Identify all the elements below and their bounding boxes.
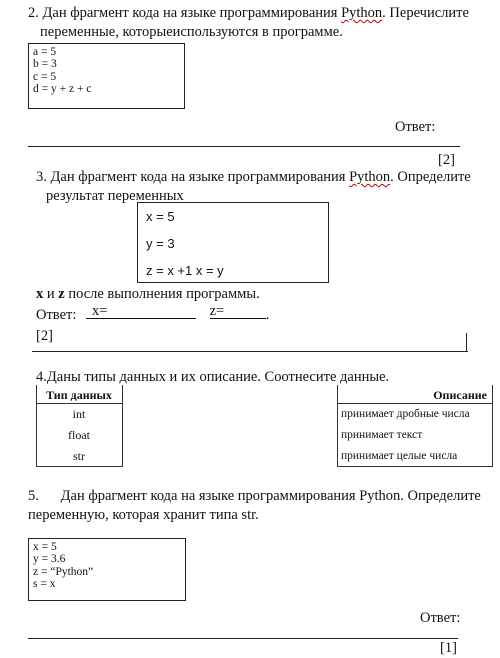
code-line: z = “Python” xyxy=(33,565,94,578)
code-line: d = y + z + c xyxy=(33,83,92,96)
q2-answer-line[interactable] xyxy=(28,146,460,147)
q5-line1: 5. Дан фрагмент кода на языке программирования Python. Определите xyxy=(28,488,481,504)
q5-score-partial: [1] xyxy=(440,640,457,656)
q4-title: 4.Даны типы данных и их описание. Соотнесите данные. xyxy=(36,369,390,385)
q3-answer-row xyxy=(36,303,276,325)
code-line: z = x +1 x = y xyxy=(146,263,224,278)
q4-type-str: str xyxy=(73,449,85,463)
q3-after-text xyxy=(36,285,260,304)
q3-answer-label: Ответ: xyxy=(36,307,77,323)
q5-answer-line[interactable] xyxy=(28,638,458,639)
code-line: x = 5 xyxy=(33,541,57,553)
q5-text xyxy=(28,487,481,525)
q2-answer-label: Ответ: xyxy=(395,119,436,135)
q3-var-x: x xyxy=(36,286,44,302)
code-line: c = 5 xyxy=(33,70,57,83)
q4-type-int: int xyxy=(72,407,86,421)
q3-answer-x-label: x= xyxy=(92,303,108,319)
q3-answer-end: . xyxy=(265,307,270,323)
q4-table-right-divider xyxy=(337,385,338,467)
q4-right-header: Описание xyxy=(433,388,487,402)
q5-answer-label: Ответ: xyxy=(420,610,461,626)
q2-code-box xyxy=(28,43,185,109)
q5-code-box xyxy=(28,538,186,601)
q4-desc-1: принимает дробные числа xyxy=(341,408,470,420)
q3-code-box xyxy=(137,202,329,283)
q2-line2: переменные, которыеиспользуются в программе. xyxy=(40,24,343,40)
q3-answer-x-field[interactable] xyxy=(86,303,196,319)
q4-type-float: float xyxy=(68,428,90,442)
q2-line1-b: . Перечислите xyxy=(382,5,469,21)
code-line: y = 3 xyxy=(146,236,175,251)
q2-score: [2] xyxy=(438,152,455,168)
q2-text xyxy=(28,4,469,42)
q3-line1-b: . Определите xyxy=(390,169,471,185)
q2-line1 xyxy=(28,4,469,23)
q4-table-left-divider xyxy=(122,385,123,467)
q3-line1 xyxy=(36,168,471,187)
q3-var-z: z xyxy=(58,286,65,302)
q4-type-column xyxy=(36,385,122,467)
q3-line1-a: 3. Дан фрагмент кода на языке программирования xyxy=(36,169,350,185)
q3-after: после выполнения программы. xyxy=(64,286,260,302)
python-word: Python xyxy=(341,5,383,21)
code-line: b = 3 xyxy=(33,58,57,71)
q3-text xyxy=(36,168,471,206)
q3-answer-z-label: z= xyxy=(209,303,225,319)
q3-separator xyxy=(32,351,468,352)
code-line: s = x xyxy=(33,578,56,591)
q4-table-right-border xyxy=(492,385,493,467)
code-line: y = 3.6 xyxy=(33,553,66,566)
q2-line1-a: 2. Дан фрагмент кода на языке программирования xyxy=(28,5,342,21)
q4-left-header: Тип данных xyxy=(46,388,112,402)
q4-desc-3: принимает целые числа xyxy=(341,450,458,462)
q3-answer-z-field[interactable] xyxy=(209,303,266,319)
q3-score: [2] xyxy=(36,328,53,344)
code-line: x = 5 xyxy=(146,209,175,224)
code-line: a = 5 xyxy=(33,46,57,58)
q3-line2: результат переменных xyxy=(46,188,184,204)
q4-desc-2: принимает текст xyxy=(341,429,423,441)
q4-description-column xyxy=(341,385,491,467)
q3-separator-tick xyxy=(466,333,467,351)
q3-and: и xyxy=(43,286,59,302)
python-word: Python xyxy=(349,169,391,185)
q5-line2: переменную, которая хранит типа str. xyxy=(28,507,259,523)
